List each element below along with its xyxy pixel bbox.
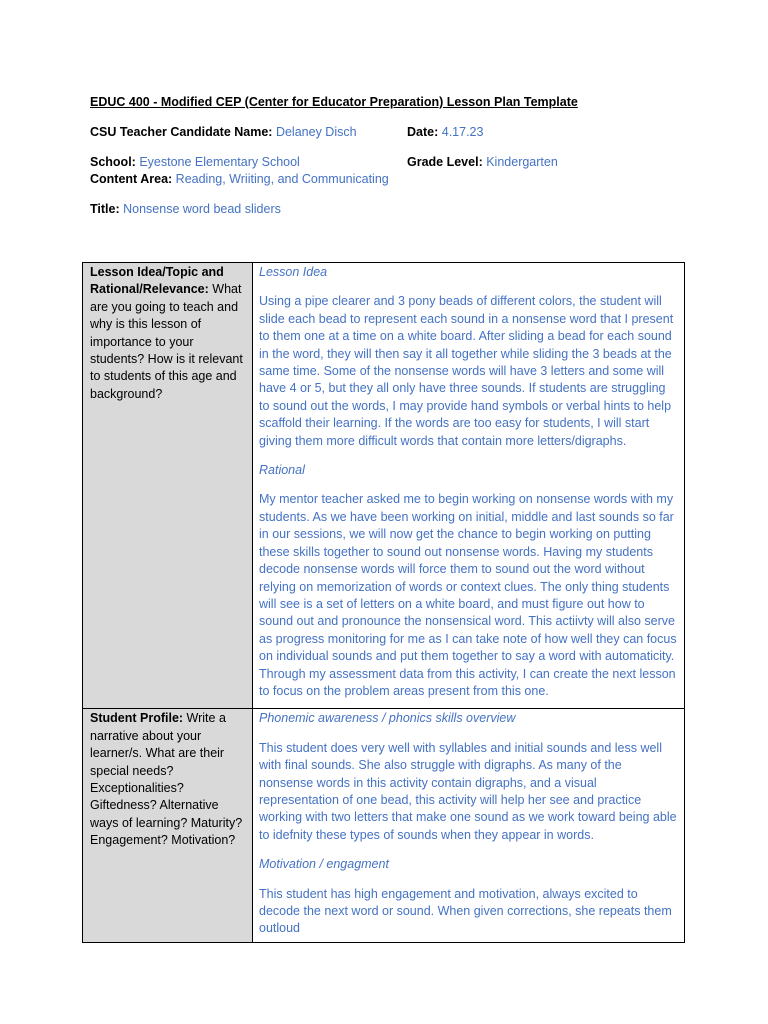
- document-title: EDUC 400 - Modified CEP (Center for Educator Preparation) Lesson Plan Template: [90, 95, 578, 109]
- section-heading: Lesson Idea: [259, 265, 328, 279]
- table-row: [83, 263, 685, 709]
- school-label: School:: [90, 155, 136, 169]
- title-label: Title:: [90, 202, 120, 216]
- section-body: Using a pipe clearer and 3 pony beads of different colors, the student will slide each bead to represent each sound in a nonsense word that I present to them one at a time on a white board. After sliding a bead for each sound in the word, they will then say it all together while sliding the 3 beads at the same time. Some of the nonsense words will have 3 letters and some will have 4 or 5, but they all only have three sounds. If students are struggling to sound out the words, I may provide hand symbols or verbal hints to help scaffold their learning. If the words are too easy for students, I will start giving them more difficult words that contain more letters/digraphs.: [259, 294, 674, 448]
- prompt-heading: Student Profile:: [90, 711, 184, 726]
- grade-value: Kindergarten: [486, 155, 558, 169]
- section-heading: Motivation / engagment: [259, 857, 389, 872]
- table-row: [83, 709, 685, 942]
- section-heading: Rational: [259, 463, 305, 478]
- section-body: My mentor teacher asked me to begin working on nonsense words with my students. As we have been working on initial, middle and last sounds so far in our sessions, we will now get the chance to begin working on putting these skills together to sound out nonsense words. Having my students decode nonsense words will force them to sound out the word without relying on memorization of words or context clues. The only thing students will see is a set of letters on a white board, and must figure out how to sound out and pronounce the nonsensical word. This actiivty will also serve as progress monitoring for me as I can take note of how well they can focus on individual sounds and put them together to say a word with automaticity. Through my assessment data from this activity, I can create the next lesson to focus on the problem areas present from this one.: [259, 492, 677, 698]
- section-heading: Phonemic awareness / phonics skills overview: [259, 711, 516, 726]
- school-row: [90, 154, 710, 171]
- title-value: Nonsense word bead sliders: [123, 202, 281, 216]
- content-area-row: [90, 171, 710, 188]
- prompt-cell: [83, 263, 253, 709]
- grade-field: [407, 154, 558, 171]
- response-cell: [253, 709, 685, 942]
- lesson-plan-header: [90, 94, 710, 218]
- grade-label: Grade Level:: [407, 155, 483, 169]
- section-body: This student does very well with syllables and initial sounds and less well with final sounds. She also struggle with digraphs. As many of the nonsense words in this activity contain digraphs, and a visual representation of one bead, this activity will help her see and practice working with two letters that make one sound as we work toward being able to idefnity these types of sounds when they appear in words.: [259, 740, 677, 842]
- prompt-cell: [83, 709, 253, 942]
- prompt-text: What are you going to teach and why is this lesson of importance to your students? How is it relevant to students of this age and background?: [90, 282, 243, 401]
- content-area-value: Reading, Wriiting, and Communicating: [175, 172, 389, 186]
- school-value: Eyestone Elementary School: [139, 155, 300, 169]
- date-value: 4.17.23: [441, 125, 484, 139]
- candidate-label: CSU Teacher Candidate Name:: [90, 125, 273, 139]
- date-field: [407, 124, 483, 141]
- content-area-label: Content Area:: [90, 172, 173, 186]
- response-cell: [253, 263, 685, 709]
- prompt-heading: Lesson Idea/Topic and Rational/Relevance:: [90, 265, 224, 297]
- prompt-text: Write a narrative about your learner/s. What are their special needs? Exceptionalities? Giftedness? Alternative ways of learning? Maturity? Engagement? Motivation?: [90, 711, 243, 848]
- date-label: Date:: [407, 125, 439, 139]
- candidate-value: Delaney Disch: [275, 125, 357, 139]
- title-row: [90, 201, 710, 218]
- section-body: This student has high engagement and motivation, always excited to decode the next word or sound. When given corrections, she repeats them outloud: [259, 886, 672, 936]
- lesson-plan-table: [82, 262, 685, 943]
- candidate-row: [90, 124, 710, 141]
